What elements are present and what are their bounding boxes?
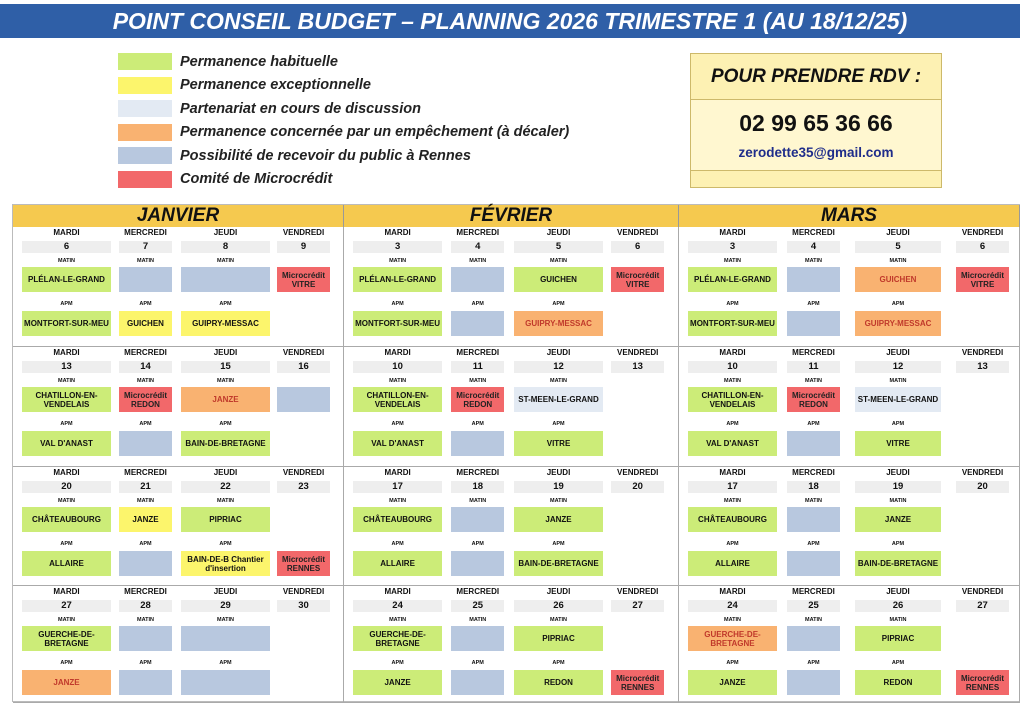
day-number: 6 xyxy=(611,241,664,253)
legend-label: Comité de Microcrédit xyxy=(180,171,333,188)
matin-label: MATIN xyxy=(469,498,487,504)
day-number: 5 xyxy=(855,241,941,253)
day-name: JEUDI xyxy=(886,228,910,237)
day-number: 9 xyxy=(277,241,330,253)
day-number: 16 xyxy=(277,361,330,373)
apm-label: APM xyxy=(726,421,739,427)
day-number: 24 xyxy=(353,600,442,612)
day-name: VENDREDI xyxy=(617,348,659,357)
slot-matin[interactable]: Microcrédit REDON xyxy=(119,387,172,412)
day-name: VENDREDI xyxy=(282,228,325,237)
day-number: 13 xyxy=(956,361,1009,373)
apm-label: APM xyxy=(552,421,565,427)
slot-apm[interactable]: MONTFORT-SUR-MEU xyxy=(353,311,442,336)
day-number: 4 xyxy=(787,241,840,253)
day-name: MERCREDI xyxy=(124,348,167,357)
slot-matin[interactable] xyxy=(787,267,840,292)
day-number: 12 xyxy=(514,361,603,373)
matin-label: MATIN xyxy=(804,498,822,504)
day-number: 21 xyxy=(119,481,172,493)
apm-label: APM xyxy=(219,301,232,307)
legend-swatch xyxy=(118,124,172,141)
slot-apm[interactable]: MONTFORT-SUR-MEU xyxy=(22,311,111,336)
apm-label: APM xyxy=(471,421,484,427)
day-number: 3 xyxy=(353,241,442,253)
day-name: MERCREDI xyxy=(792,348,835,357)
matin-label: MATIN xyxy=(889,617,907,623)
matin-label: MATIN xyxy=(550,617,568,623)
week-row xyxy=(13,586,343,703)
apm-label: APM xyxy=(391,421,404,427)
slot-apm[interactable]: REDON xyxy=(855,670,941,695)
day-number: 19 xyxy=(855,481,941,493)
slot-matin[interactable]: PIPRIAC xyxy=(855,626,941,651)
day-name: MARDI xyxy=(384,468,411,477)
day-number: 12 xyxy=(855,361,941,373)
matin-label: MATIN xyxy=(889,498,907,504)
apm-label: APM xyxy=(139,660,152,666)
slot-apm[interactable]: VAL D'ANAST xyxy=(22,431,111,456)
day-number: 8 xyxy=(181,241,270,253)
week-row xyxy=(679,467,1019,586)
matin-label: MATIN xyxy=(469,617,487,623)
day-number: 22 xyxy=(181,481,270,493)
week-row xyxy=(679,227,1019,347)
apm-label: APM xyxy=(471,660,484,666)
matin-label: MATIN xyxy=(723,258,741,264)
slot-matin[interactable] xyxy=(451,626,504,651)
week-row xyxy=(344,347,678,467)
slot-apm[interactable]: VAL D'ANAST xyxy=(688,431,777,456)
day-name: MARDI xyxy=(53,228,80,237)
matin-label: MATIN xyxy=(216,617,234,623)
week-row xyxy=(13,347,343,467)
slot-matin[interactable]: CHATILLON-EN-VENDELAIS xyxy=(353,387,442,412)
slot-matin[interactable]: ST-MEEN-LE-GRAND xyxy=(514,387,603,412)
rdv-box xyxy=(690,53,942,188)
slot-matin[interactable]: JANZE xyxy=(181,387,270,412)
slot-matin[interactable] xyxy=(119,626,172,651)
day-number: 23 xyxy=(277,481,330,493)
day-name: MERCREDI xyxy=(456,468,500,477)
legend-swatch xyxy=(118,53,172,70)
apm-label: APM xyxy=(807,660,820,666)
day-name: VENDREDI xyxy=(282,348,325,357)
slot-matin[interactable]: CHÂTEAUBOURG xyxy=(22,507,111,532)
slot-matin[interactable] xyxy=(181,267,270,292)
slot-apm[interactable] xyxy=(787,311,840,336)
apm-label: APM xyxy=(60,301,73,307)
day-number: 10 xyxy=(688,361,777,373)
week-row xyxy=(344,467,678,586)
day-number: 30 xyxy=(277,600,330,612)
matin-label: MATIN xyxy=(469,258,487,264)
matin-label: MATIN xyxy=(550,258,568,264)
slot-apm[interactable]: REDON xyxy=(514,670,603,695)
day-number: 20 xyxy=(611,481,664,493)
slot-apm[interactable]: ALLAIRE xyxy=(22,551,111,576)
slot-apm[interactable]: ALLAIRE xyxy=(688,551,777,576)
slot-apm[interactable] xyxy=(787,551,840,576)
day-number: 27 xyxy=(611,600,664,612)
matin-label: MATIN xyxy=(889,378,907,384)
day-name: VENDREDI xyxy=(617,228,659,237)
legend-label: Permanence concernée par un empêchement (à décaler) xyxy=(180,124,570,141)
day-name: VENDREDI xyxy=(961,228,1004,237)
day-number: 27 xyxy=(956,600,1009,612)
day-name: VENDREDI xyxy=(961,348,1004,357)
week-row xyxy=(679,586,1019,703)
day-name: VENDREDI xyxy=(617,468,659,477)
legend-item xyxy=(118,50,569,74)
slot-apm[interactable] xyxy=(451,551,504,576)
day-name: MERCREDI xyxy=(792,587,835,596)
matin-label: MATIN xyxy=(389,498,407,504)
slot-apm[interactable] xyxy=(451,311,504,336)
slot-apm[interactable]: BAIN-DE-BRETAGNE xyxy=(181,431,270,456)
slot-apm[interactable]: GUIPRY-MESSAC xyxy=(181,311,270,336)
matin-label: MATIN xyxy=(136,617,154,623)
slot-apm[interactable]: BAIN-DE-B Chantier d'insertion xyxy=(181,551,270,576)
matin-label: MATIN xyxy=(550,378,568,384)
day-name: MERCREDI xyxy=(456,228,500,237)
legend-item xyxy=(118,74,569,98)
slot-matin[interactable] xyxy=(787,626,840,651)
day-name: MERCREDI xyxy=(456,348,500,357)
matin-label: MATIN xyxy=(723,617,741,623)
slot-matin[interactable]: PLÉLAN-LE-GRAND xyxy=(688,267,777,292)
slot-apm[interactable]: VAL D'ANAST xyxy=(353,431,442,456)
matin-label: MATIN xyxy=(389,378,407,384)
legend-item xyxy=(118,144,569,168)
slot-matin[interactable]: JANZE xyxy=(119,507,172,532)
apm-label: APM xyxy=(891,421,905,427)
slot-matin[interactable]: PIPRIAC xyxy=(181,507,270,532)
slot-apm[interactable] xyxy=(451,431,504,456)
matin-label: MATIN xyxy=(804,617,822,623)
matin-label: MATIN xyxy=(216,378,234,384)
legend-label: Possibilité de recevoir du public à Rennes xyxy=(180,147,471,164)
slot-apm[interactable] xyxy=(119,551,172,576)
day-number: 10 xyxy=(353,361,442,373)
slot-matin[interactable]: JANZE xyxy=(514,507,603,532)
matin-label: MATIN xyxy=(804,378,822,384)
day-name: VENDREDI xyxy=(617,587,659,596)
day-number: 14 xyxy=(119,361,172,373)
slot-apm[interactable]: ALLAIRE xyxy=(353,551,442,576)
slot-apm[interactable]: GUIPRY-MESSAC xyxy=(514,311,603,336)
day-number: 20 xyxy=(956,481,1009,493)
slot-apm[interactable]: GUICHEN xyxy=(119,311,172,336)
slot-matin[interactable]: GUERCHE-DE-BRETAGNE xyxy=(22,626,111,651)
matin-label: MATIN xyxy=(723,378,741,384)
apm-label: APM xyxy=(391,660,404,666)
slot-apm[interactable]: Microcrédit RENNES xyxy=(611,670,664,695)
day-number: 11 xyxy=(787,361,840,373)
day-number: 7 xyxy=(119,241,172,253)
month-header: FÉVRIER xyxy=(344,205,679,227)
matin-label: MATIN xyxy=(723,498,741,504)
apm-label: APM xyxy=(60,421,73,427)
slot-apm[interactable]: VITRE xyxy=(855,431,941,456)
apm-label: APM xyxy=(219,421,232,427)
day-number: 3 xyxy=(688,241,777,253)
slot-apm[interactable] xyxy=(787,431,840,456)
slot-matin[interactable] xyxy=(451,507,504,532)
legend-label: Partenariat en cours de discussion xyxy=(180,100,421,117)
day-number: 26 xyxy=(514,600,603,612)
day-number: 25 xyxy=(787,600,840,612)
apm-label: APM xyxy=(726,660,739,666)
slot-matin[interactable]: PLÉLAN-LE-GRAND xyxy=(22,267,111,292)
day-number: 28 xyxy=(119,600,172,612)
slot-matin[interactable]: CHATILLON-EN-VENDELAIS xyxy=(688,387,777,412)
apm-label: APM xyxy=(807,301,820,307)
month-column xyxy=(679,227,1020,703)
day-name: MARDI xyxy=(384,348,411,357)
matin-label: MATIN xyxy=(136,378,154,384)
day-name: JEUDI xyxy=(886,587,910,596)
apm-label: APM xyxy=(726,301,739,307)
day-name: JEUDI xyxy=(886,468,910,477)
slot-matin[interactable]: GUICHEN xyxy=(514,267,603,292)
day-name: MARDI xyxy=(719,348,746,357)
slot-matin[interactable]: GUERCHE-DE-BRETAGNE xyxy=(688,626,777,651)
day-name: MERCREDI xyxy=(792,228,835,237)
legend-swatch xyxy=(118,77,172,94)
week-row xyxy=(13,467,343,586)
calendar xyxy=(12,204,1020,702)
week-row xyxy=(679,347,1019,467)
day-name: JEUDI xyxy=(546,348,571,357)
matin-label: MATIN xyxy=(389,258,407,264)
day-number: 26 xyxy=(855,600,941,612)
apm-label: APM xyxy=(219,660,232,666)
matin-label: MATIN xyxy=(804,258,822,264)
day-number: 18 xyxy=(451,481,504,493)
slot-apm[interactable]: Microcrédit RENNES xyxy=(277,551,330,576)
legend xyxy=(118,50,569,191)
legend-item xyxy=(118,168,569,192)
apm-label: APM xyxy=(726,541,739,547)
day-name: VENDREDI xyxy=(961,587,1004,596)
slot-matin[interactable] xyxy=(277,387,330,412)
day-name: MERCREDI xyxy=(456,587,500,596)
slot-apm[interactable]: VITRE xyxy=(514,431,603,456)
day-name: VENDREDI xyxy=(961,468,1004,477)
apm-label: APM xyxy=(807,421,820,427)
day-number: 24 xyxy=(688,600,777,612)
day-number: 4 xyxy=(451,241,504,253)
slot-matin[interactable]: CHÂTEAUBOURG xyxy=(353,507,442,532)
slot-apm[interactable]: JANZE xyxy=(22,670,111,695)
day-number: 25 xyxy=(451,600,504,612)
week-row xyxy=(344,227,678,347)
day-number: 17 xyxy=(688,481,777,493)
day-name: MARDI xyxy=(384,228,411,237)
slot-matin[interactable] xyxy=(181,626,270,651)
day-number: 19 xyxy=(514,481,603,493)
matin-label: MATIN xyxy=(550,498,568,504)
day-name: MARDI xyxy=(719,587,746,596)
day-name: JEUDI xyxy=(213,587,238,596)
legend-item xyxy=(118,97,569,121)
slot-matin[interactable]: Microcrédit VITRE xyxy=(277,267,330,292)
apm-label: APM xyxy=(60,541,73,547)
day-name: MERCREDI xyxy=(124,468,167,477)
slot-matin[interactable]: PLÉLAN-LE-GRAND xyxy=(353,267,442,292)
month-column xyxy=(344,227,679,703)
day-name: JEUDI xyxy=(213,468,238,477)
matin-label: MATIN xyxy=(136,498,154,504)
day-name: MARDI xyxy=(53,468,80,477)
legend-label: Permanence habituelle xyxy=(180,53,338,70)
slot-apm[interactable] xyxy=(787,670,840,695)
slot-matin[interactable]: GUICHEN xyxy=(855,267,941,292)
legend-label: Permanence exceptionnelle xyxy=(180,77,371,94)
day-number: 20 xyxy=(22,481,111,493)
day-number: 5 xyxy=(514,241,603,253)
day-name: MARDI xyxy=(719,228,746,237)
legend-swatch xyxy=(118,171,172,188)
day-number: 13 xyxy=(22,361,111,373)
day-name: JEUDI xyxy=(213,228,238,237)
apm-label: APM xyxy=(891,301,905,307)
rdv-contact xyxy=(691,100,941,171)
week-row xyxy=(13,227,343,347)
slot-apm[interactable]: Microcrédit RENNES xyxy=(956,670,1009,695)
slot-matin[interactable]: CHÂTEAUBOURG xyxy=(688,507,777,532)
apm-label: APM xyxy=(552,301,565,307)
slot-apm[interactable]: JANZE xyxy=(353,670,442,695)
day-name: JEUDI xyxy=(886,348,910,357)
day-number: 15 xyxy=(181,361,270,373)
slot-matin[interactable]: PIPRIAC xyxy=(514,626,603,651)
legend-item xyxy=(118,121,569,145)
legend-swatch xyxy=(118,147,172,164)
slot-apm[interactable]: BAIN-DE-BRETAGNE xyxy=(855,551,941,576)
day-name: MARDI xyxy=(53,348,80,357)
slot-matin[interactable]: Microcrédit REDON xyxy=(787,387,840,412)
day-name: MARDI xyxy=(384,587,411,596)
slot-matin[interactable]: Microcrédit REDON xyxy=(451,387,504,412)
day-name: JEUDI xyxy=(546,587,571,596)
rdv-title: POUR PRENDRE RDV : xyxy=(691,54,941,100)
day-number: 6 xyxy=(956,241,1009,253)
day-name: MERCREDI xyxy=(124,228,167,237)
page-title: POINT CONSEIL BUDGET – PLANNING 2026 TRIMESTRE 1 (AU 18/12/25) xyxy=(0,4,1020,38)
matin-label: MATIN xyxy=(216,258,234,264)
matin-label: MATIN xyxy=(57,258,75,264)
apm-label: APM xyxy=(807,541,820,547)
day-number: 17 xyxy=(353,481,442,493)
apm-label: APM xyxy=(219,541,232,547)
apm-label: APM xyxy=(391,541,404,547)
day-name: VENDREDI xyxy=(282,587,325,596)
matin-label: MATIN xyxy=(136,258,154,264)
email-address[interactable]: zerodette35@gmail.com xyxy=(738,145,894,160)
matin-label: MATIN xyxy=(889,258,907,264)
apm-label: APM xyxy=(60,660,73,666)
matin-label: MATIN xyxy=(57,617,75,623)
apm-label: APM xyxy=(552,660,565,666)
apm-label: APM xyxy=(391,301,404,307)
apm-label: APM xyxy=(471,541,484,547)
day-name: JEUDI xyxy=(546,468,571,477)
month-header: JANVIER xyxy=(13,205,344,227)
matin-label: MATIN xyxy=(57,378,75,384)
slot-apm[interactable] xyxy=(119,431,172,456)
slot-apm[interactable] xyxy=(119,670,172,695)
day-number: 18 xyxy=(787,481,840,493)
slot-matin[interactable]: JANZE xyxy=(855,507,941,532)
week-row xyxy=(344,586,678,703)
matin-label: MATIN xyxy=(469,378,487,384)
slot-matin[interactable] xyxy=(119,267,172,292)
apm-label: APM xyxy=(471,301,484,307)
day-number: 29 xyxy=(181,600,270,612)
day-number: 11 xyxy=(451,361,504,373)
slot-apm[interactable]: MONTFORT-SUR-MEU xyxy=(688,311,777,336)
phone-number: 02 99 65 36 66 xyxy=(739,110,893,136)
day-name: MERCREDI xyxy=(124,587,167,596)
apm-label: APM xyxy=(139,541,152,547)
day-name: MARDI xyxy=(719,468,746,477)
matin-label: MATIN xyxy=(389,617,407,623)
slot-apm[interactable]: GUIPRY-MESSAC xyxy=(855,311,941,336)
slot-apm[interactable] xyxy=(451,670,504,695)
slot-matin[interactable] xyxy=(451,267,504,292)
day-number: 6 xyxy=(22,241,111,253)
day-name: JEUDI xyxy=(546,228,571,237)
slot-apm[interactable] xyxy=(181,670,270,695)
matin-label: MATIN xyxy=(57,498,75,504)
apm-label: APM xyxy=(139,421,152,427)
slot-matin[interactable]: GUERCHE-DE-BRETAGNE xyxy=(353,626,442,651)
apm-label: APM xyxy=(552,541,565,547)
apm-label: APM xyxy=(891,541,905,547)
day-name: MARDI xyxy=(53,587,80,596)
month-header: MARS xyxy=(679,205,1020,227)
day-name: MERCREDI xyxy=(792,468,835,477)
slot-apm[interactable]: BAIN-DE-BRETAGNE xyxy=(514,551,603,576)
matin-label: MATIN xyxy=(216,498,234,504)
slot-matin[interactable]: Microcrédit VITRE xyxy=(956,267,1009,292)
day-number: 13 xyxy=(611,361,664,373)
slot-apm[interactable]: JANZE xyxy=(688,670,777,695)
day-number: 27 xyxy=(22,600,111,612)
slot-matin[interactable]: Microcrédit VITRE xyxy=(611,267,664,292)
day-name: VENDREDI xyxy=(282,468,325,477)
slot-matin[interactable] xyxy=(787,507,840,532)
slot-matin[interactable]: ST-MEEN-LE-GRAND xyxy=(855,387,941,412)
legend-swatch xyxy=(118,100,172,117)
apm-label: APM xyxy=(891,660,905,666)
month-column xyxy=(13,227,344,703)
slot-matin[interactable]: CHATILLON-EN-VENDELAIS xyxy=(22,387,111,412)
apm-label: APM xyxy=(139,301,152,307)
day-name: JEUDI xyxy=(213,348,238,357)
